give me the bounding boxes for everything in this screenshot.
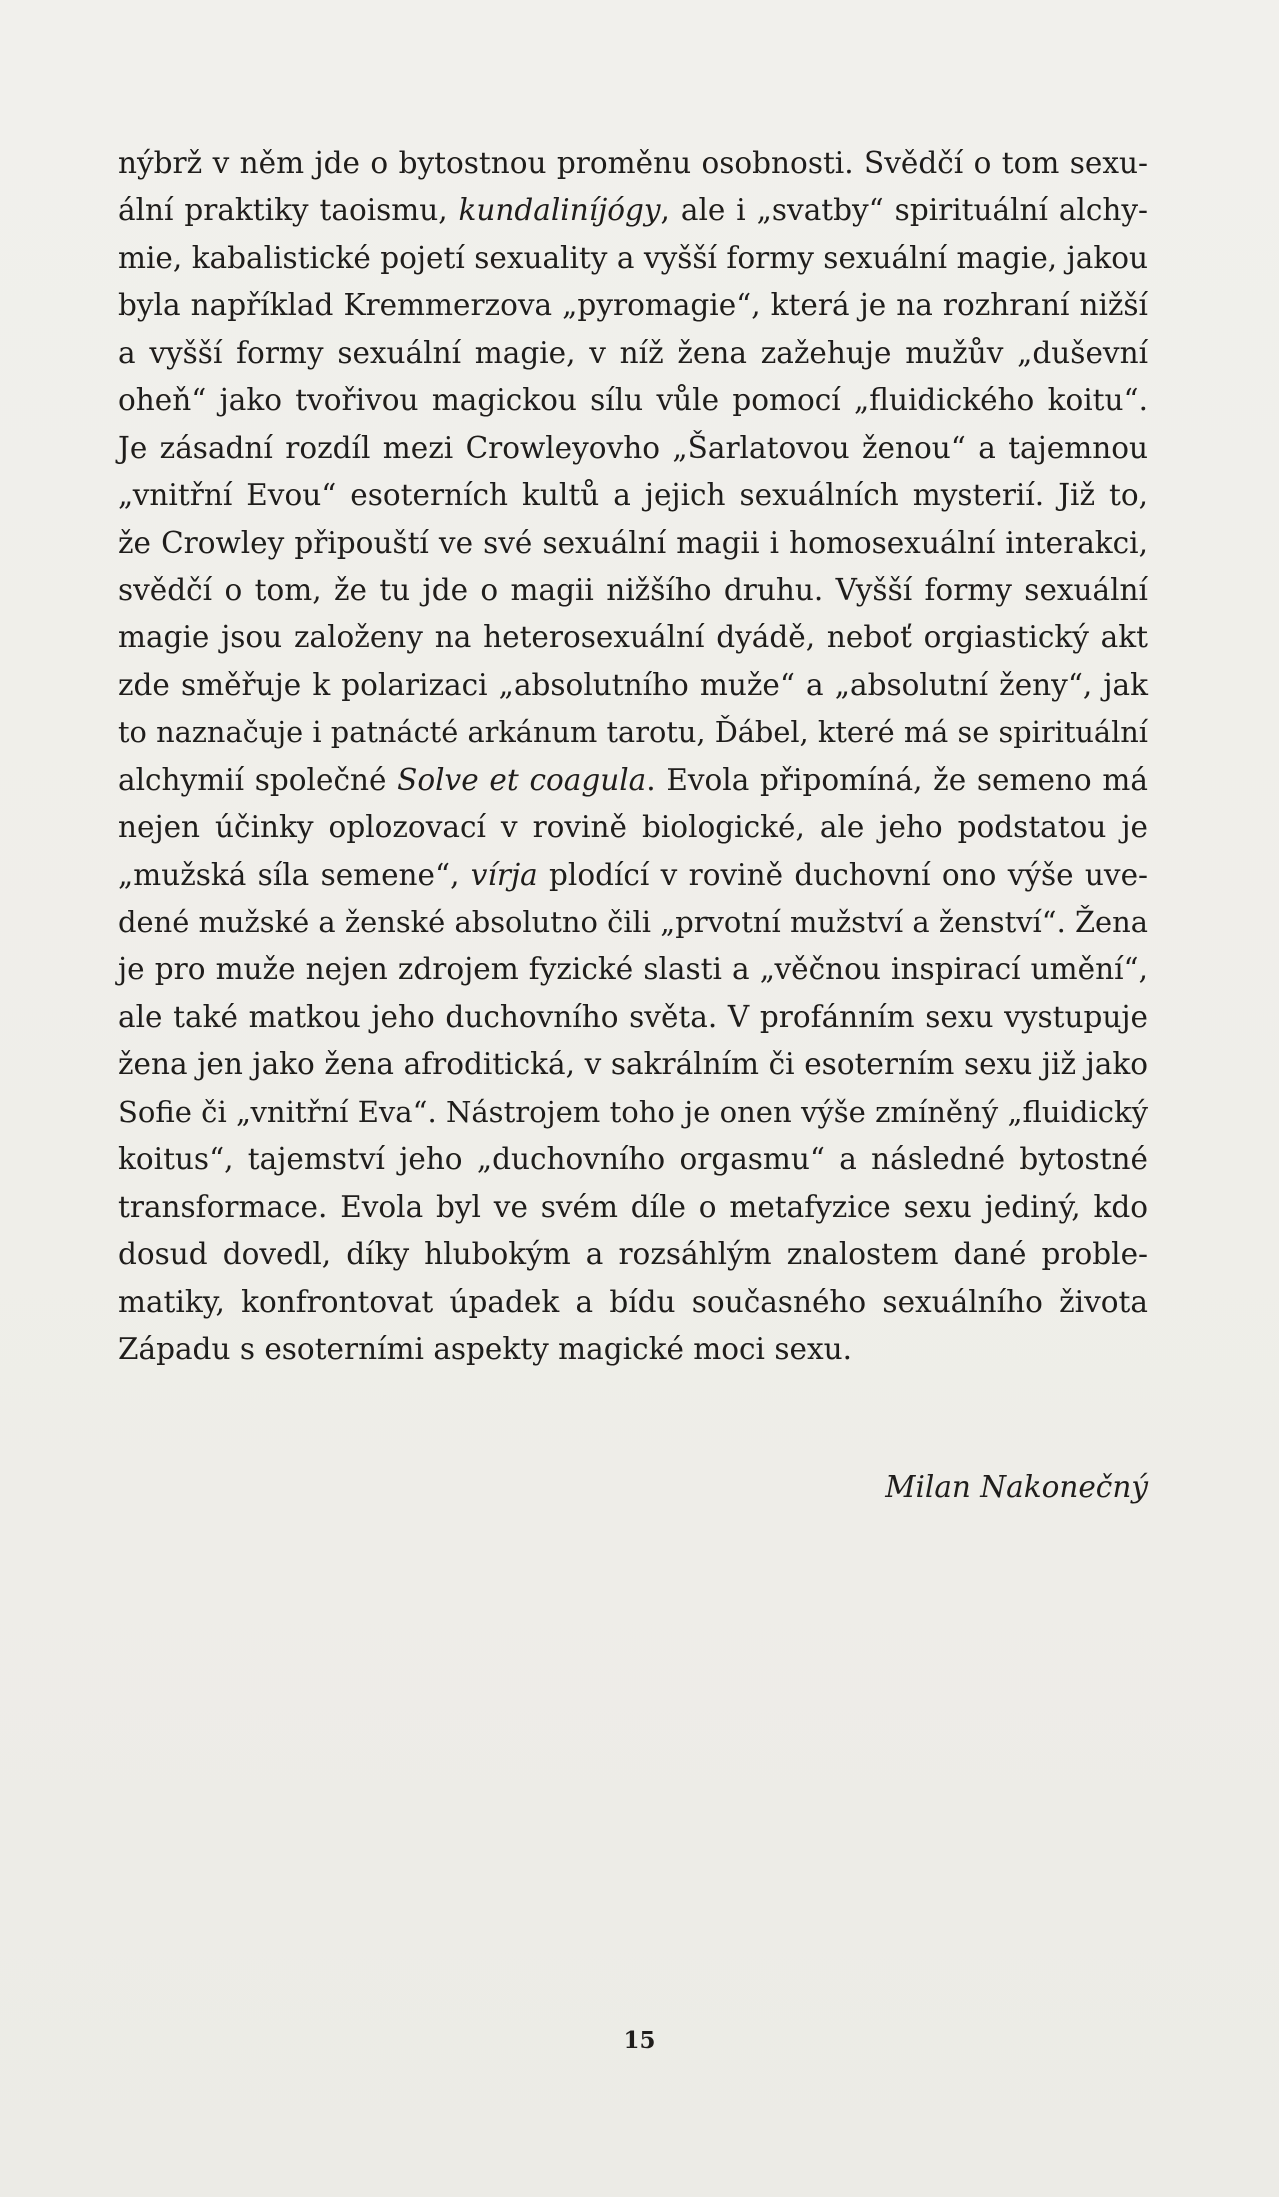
body-text (118, 140, 1148, 1373)
text-line (118, 1184, 1148, 1231)
text-run: . Evola připomíná, že semeno má (646, 762, 1148, 797)
italic-term: kundaliníjógy (458, 193, 661, 228)
text-line (118, 852, 1148, 899)
text-run: alchymií společné (118, 762, 398, 797)
text-run: „mužská síla semene“, (118, 857, 471, 892)
text-run: dosud dovedl, díky hlubokým a rozsáhlým znalostem dané proble- (118, 1237, 1148, 1272)
text-run: , ale i „svatby“ spirituální alchy- (660, 193, 1148, 228)
text-run: nýbrž v něm jde o bytostnou proměnu osobnosti. Svědčí o tom sexu- (118, 146, 1148, 180)
text-line (118, 425, 1148, 472)
text-line (118, 804, 1148, 851)
text-line (118, 567, 1148, 614)
text-run: byla například Kremmerzova „pyromagie“, která je na rozhraní nižší (118, 288, 1148, 323)
text-run: svědčí o tom, že tu jde o magii nižšího druhu. Vyšší formy sexuální (118, 572, 1148, 607)
text-line (118, 140, 1148, 187)
text-line (118, 614, 1148, 661)
text-line (118, 520, 1148, 567)
text-run: zde směřuje k polarizaci „absolutního muže“ a „absolutní ženy“, jak (118, 667, 1148, 702)
text-run: Sofie či „vnitřní Eva“. Nástrojem toho je onen výše zmíněný „fluidický (118, 1094, 1148, 1129)
text-line (118, 235, 1148, 282)
text-run: Západu s esoterními aspekty magické moci sexu. (118, 1331, 852, 1366)
text-line (118, 709, 1148, 756)
page-number: 15 (623, 2027, 656, 2054)
text-line (118, 282, 1148, 329)
text-line (118, 1089, 1148, 1136)
italic-term: vírja (470, 857, 538, 892)
text-run: že Crowley připouští ve své sexuální magii i homosexuální interakci, (118, 525, 1148, 560)
text-run: to naznačuje i patnácté arkánum tarotu, Ďábel, které má se spirituální (118, 715, 1148, 750)
text-run: ale také matkou jeho duchovního světa. V profánním sexu vystupuje (118, 999, 1148, 1034)
text-line (118, 377, 1148, 424)
text-run: Je zásadní rozdíl mezi Crowleyovho „Šarlatovou ženou“ a tajemnou (118, 430, 1148, 465)
text-run: je pro muže nejen zdrojem fyzické slasti a „věčnou inspirací umění“, (118, 952, 1148, 987)
text-run: magie jsou založeny na heterosexuální dyádě, neboť orgiastický akt (118, 620, 1148, 655)
text-run: plodící v rovině duchovní ono výše uve- (537, 857, 1148, 892)
text-run: a vyšší formy sexuální magie, v níž žena zažehuje mužův „duševní (118, 335, 1148, 370)
text-line (118, 1279, 1148, 1326)
text-run: koitus“, tajemství jeho „duchovního orgasmu“ a následné bytostné (118, 1142, 1148, 1177)
text-run: ální praktiky taoismu, (118, 193, 459, 228)
text-run: transformace. Evola byl ve svém díle o metafyzice sexu jediný, kdo (118, 1189, 1148, 1224)
text-run: mie, kabalistické pojetí sexuality a vyšší formy sexuální magie, jakou (118, 240, 1148, 275)
text-line (118, 1136, 1148, 1183)
text-line (118, 1326, 1148, 1373)
author-signature: Milan Nakonečný (885, 1470, 1148, 1504)
text-line (118, 994, 1148, 1041)
text-run: žena jen jako žena afroditická, v sakrálním či esoterním sexu již jako (118, 1047, 1148, 1082)
text-line (118, 330, 1148, 377)
italic-term: Solve et coagula (397, 762, 647, 797)
text-run: dené mužské a ženské absolutno čili „prvotní mužství a ženství“. Žena (118, 905, 1148, 939)
text-line (118, 757, 1148, 804)
text-line (118, 1041, 1148, 1088)
text-run: „vnitřní Evou“ esoterních kultů a jejich sexuálních mysterií. Již to, (118, 478, 1148, 513)
text-run: oheň“ jako tvořivou magickou sílu vůle pomocí „fluidického koitu“. (118, 383, 1148, 418)
text-line (118, 1231, 1148, 1278)
text-line (118, 662, 1148, 709)
text-run: matiky, konfrontovat úpadek a bídu současného sexuálního života (118, 1284, 1148, 1319)
text-line (118, 899, 1148, 946)
text-line (118, 472, 1148, 519)
text-line (118, 946, 1148, 993)
text-line (118, 187, 1148, 234)
text-run: nejen účinky oplozovací v rovině biologické, ale jeho podstatou je (118, 810, 1148, 845)
